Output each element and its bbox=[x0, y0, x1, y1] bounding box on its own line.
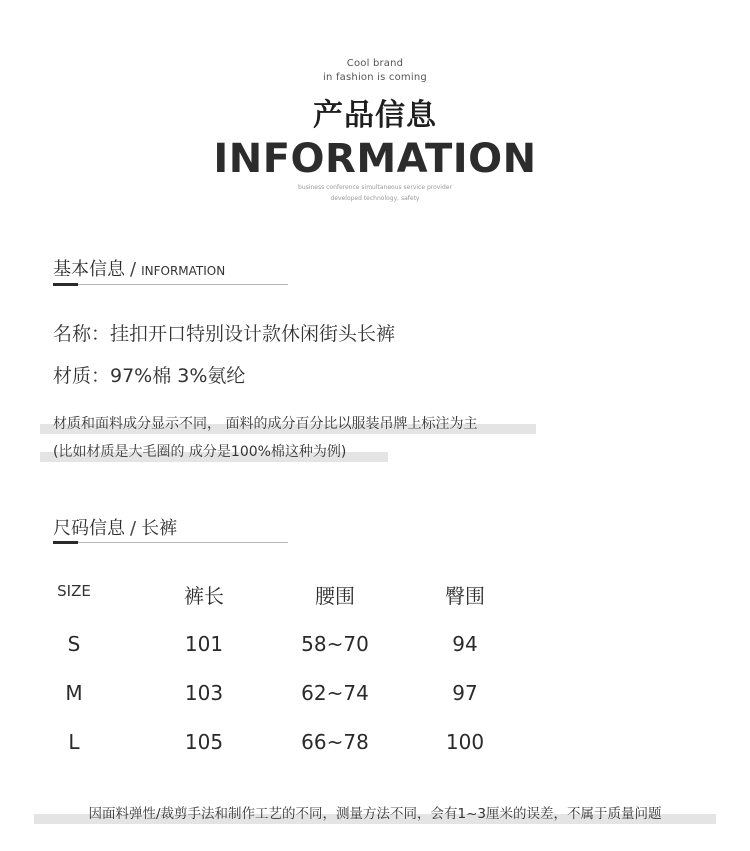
basic-info-accent bbox=[53, 283, 78, 286]
basic-info-heading bbox=[53, 255, 225, 281]
page-title-cn: 产品信息 bbox=[313, 98, 437, 133]
product-name-line: 名称：挂扣开口特别设计款休闲街头长裤 bbox=[53, 323, 396, 345]
table-header-waist: 腰围 bbox=[315, 584, 355, 608]
table-cell-length: 101 bbox=[184, 632, 224, 656]
table-cell-size: M bbox=[65, 681, 83, 705]
table-cell-waist: 66~78 bbox=[301, 730, 369, 754]
size-info-heading bbox=[53, 514, 177, 540]
size-info-divider bbox=[53, 542, 288, 543]
table-cell-length: 103 bbox=[184, 681, 224, 705]
material-note-2: (比如材质是大毛圈的 成分是100%棉这种为例) bbox=[53, 444, 347, 460]
material-line: 材质：97%棉 3%氨纶 bbox=[53, 365, 246, 387]
table-cell-hip: 97 bbox=[452, 681, 478, 705]
measurement-disclaimer: 因面料弹性/裁剪手法和制作工艺的不同，测量方法不同，会有1~3厘米的误差，不属于质量问题 bbox=[88, 806, 662, 822]
page-title-en: INFORMATION bbox=[213, 136, 537, 182]
size-info-title-cn: 尺码信息 bbox=[53, 518, 125, 539]
tagline-line-2: developed technology, safety bbox=[330, 195, 420, 202]
table-cell-size: S bbox=[67, 632, 81, 656]
table-cell-size: L bbox=[68, 730, 80, 754]
brand-line-2: in fashion is coming bbox=[323, 72, 427, 83]
basic-info-title-en: INFORMATION bbox=[141, 264, 226, 278]
heading-separator: / bbox=[130, 518, 137, 539]
table-cell-waist: 62~74 bbox=[301, 681, 369, 705]
basic-info-divider bbox=[53, 284, 288, 285]
tagline-line-1: business conference simultaneous service provider bbox=[298, 184, 452, 191]
brand-line-1: Cool brand bbox=[346, 58, 404, 69]
material-note-1: 材质和面料成分显示不同， 面料的成分百分比以服装吊牌上标注为主 bbox=[53, 416, 478, 432]
table-header-length: 裤长 bbox=[184, 584, 224, 608]
table-cell-hip: 100 bbox=[445, 730, 485, 754]
table-cell-hip: 94 bbox=[452, 632, 478, 656]
size-info-accent bbox=[53, 541, 78, 544]
heading-separator: / bbox=[130, 259, 137, 280]
table-cell-waist: 58~70 bbox=[301, 632, 369, 656]
basic-info-title-cn: 基本信息 bbox=[53, 259, 125, 280]
table-header-hip: 臀围 bbox=[445, 584, 485, 608]
table-header-size: SIZE bbox=[57, 582, 91, 600]
table-cell-length: 105 bbox=[184, 730, 224, 754]
size-info-title-sub: 长裤 bbox=[141, 518, 178, 539]
